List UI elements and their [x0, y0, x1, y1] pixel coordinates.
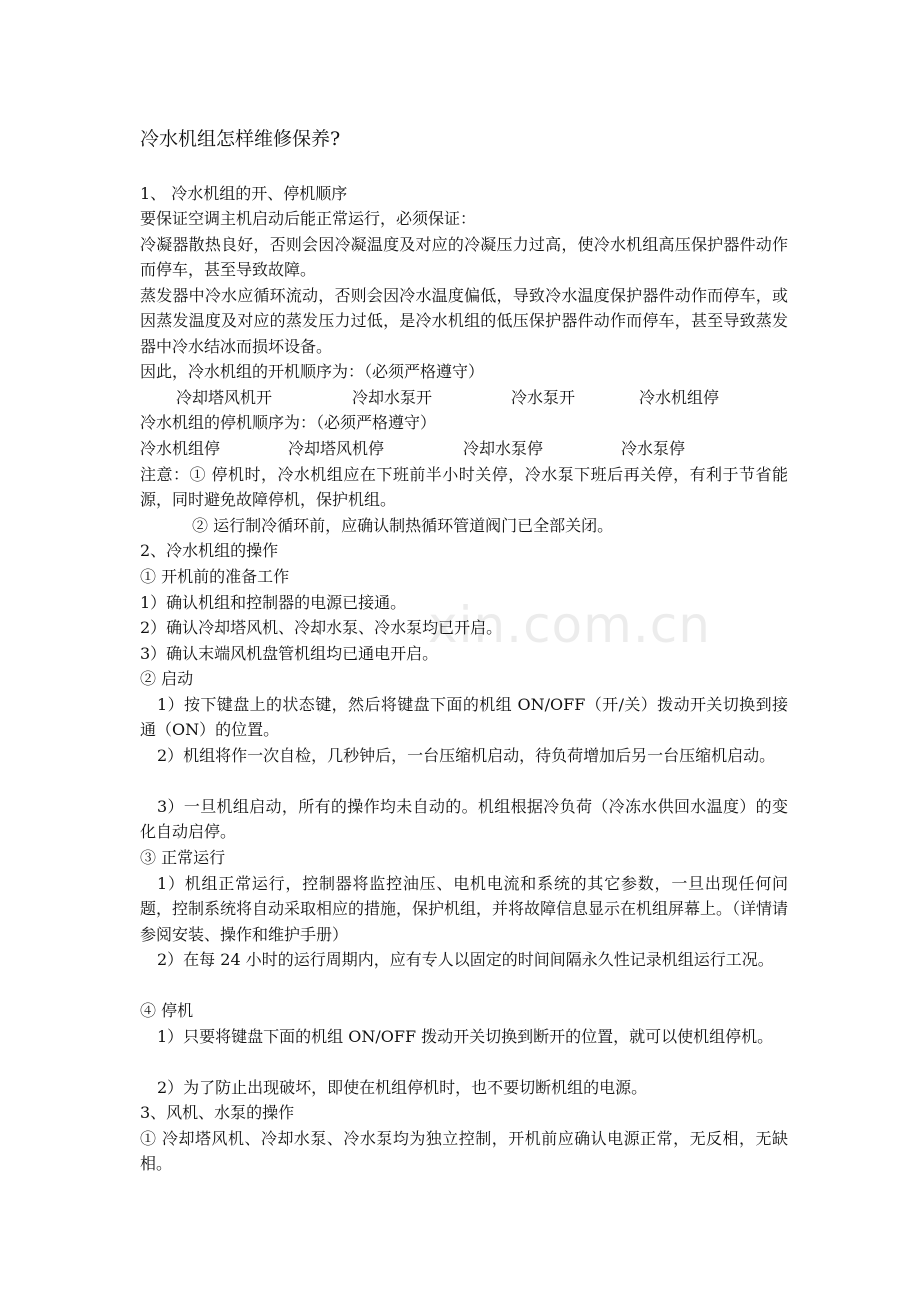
start-item: 2）机组将作一次自检，几秒钟后，一台压缩机启动，待负荷增加后另一台压缩机启动。	[157, 746, 776, 765]
section-1-intro: 要保证空调主机启动后能正常运行，必须保证：	[140, 209, 477, 228]
section-3-paragraph: ① 冷却塔风机、冷却水泵、冷水泵均为独立控制，开机前应确认电源正常，无反相，无缺相。	[140, 1129, 788, 1174]
prep-item: 2）确认冷却塔风机、冷却水泵、冷水泵均已开启。	[140, 618, 503, 637]
stop-heading: ④ 停机	[140, 1001, 194, 1020]
section-1-paragraph-evaporator: 蒸发器中冷水应循环流动，否则会因冷水温度偏低，导致冷水温度保护器件动作而停车，或因蒸发温度及对应的蒸发压力过低，是冷水机组的低压保护器件动作而停车，甚至导致蒸发器中冷水结冰而损坏设备。	[140, 286, 788, 356]
start-heading: ② 启动	[140, 669, 194, 688]
section-1-heading: 1、 冷水机组的开、停机顺序	[140, 184, 348, 203]
start-step: 冷水泵开	[511, 388, 576, 407]
stop-step: 冷水机组停	[140, 439, 221, 458]
start-item: 3）一旦机组启动，所有的操作均未自动的。机组根据冷负荷（冷冻水供回水温度）的变化自动启停。	[140, 797, 788, 842]
section-3-heading: 3、风机、水泵的操作	[140, 1103, 295, 1122]
stop-step: 冷却塔风机停	[288, 439, 385, 458]
document-title: 冷水机组怎样维修保养?	[140, 128, 341, 150]
stop-order-label: 冷水机组的停机顺序为：（必须严格遵守）	[140, 413, 437, 432]
stop-item: 1）只要将键盘下面的机组 ON/OFF 拨动开关切换到断开的位置，就可以使机组停机。	[157, 1027, 774, 1046]
watermark: xin.com.cn	[428, 596, 711, 654]
section-2-heading: 2、冷水机组的操作	[140, 541, 279, 560]
section-1-paragraph-condenser: 冷凝器散热良好，否则会因冷凝温度及对应的冷凝压力过高，使冷水机组高压保护器件动作而停车，甚至导致故障。	[140, 235, 788, 280]
stop-item: 2）为了防止出现破坏，即使在机组停机时，也不要切断机组的电源。	[157, 1078, 648, 1097]
note-2: ② 运行制冷循环前，应确认制热循环管道阀门已全部关闭。	[192, 516, 614, 535]
stop-step: 冷水泵停	[621, 439, 686, 458]
start-order-label: 因此，冷水机组的开机顺序为：（必须严格遵守）	[140, 362, 485, 381]
start-item: 1）按下键盘上的状态键，然后将键盘下面的机组 ON/OFF（开/关）拨动开关切换到接通（ON）的位置。	[140, 695, 788, 740]
prep-item: 1）确认机组和控制器的电源已接通。	[140, 593, 407, 612]
run-item: 2）在每 24 小时的运行周期内，应有专人以固定的时间间隔永久性记录机组运行工况。	[157, 950, 774, 969]
stop-step: 冷却水泵停	[463, 439, 544, 458]
run-item: 1）机组正常运行，控制器将监控油压、电机电流和系统的其它参数，一旦出现任何问题，控制系统将自动采取相应的措施，保护机组，并将故障信息显示在机组屏幕上。（详情请参阅安装、操作和维护手册）	[140, 874, 789, 944]
prep-heading: ① 开机前的准备工作	[140, 567, 290, 586]
prep-item: 3）确认末端风机盘管机组均已通电开启。	[140, 644, 439, 663]
start-step: 冷水机组停	[639, 388, 720, 407]
start-step: 冷却塔风机开	[176, 388, 273, 407]
run-heading: ③ 正常运行	[140, 848, 226, 867]
start-order-sequence	[176, 385, 719, 410]
start-step: 冷却水泵开	[352, 388, 433, 407]
note-1: 注意：① 停机时，冷水机组应在下班前半小时关停，冷水泵下班后再关停，有利于节省能源，同时避免故障停机，保护机组。	[140, 465, 788, 510]
stop-order-sequence	[140, 436, 685, 461]
